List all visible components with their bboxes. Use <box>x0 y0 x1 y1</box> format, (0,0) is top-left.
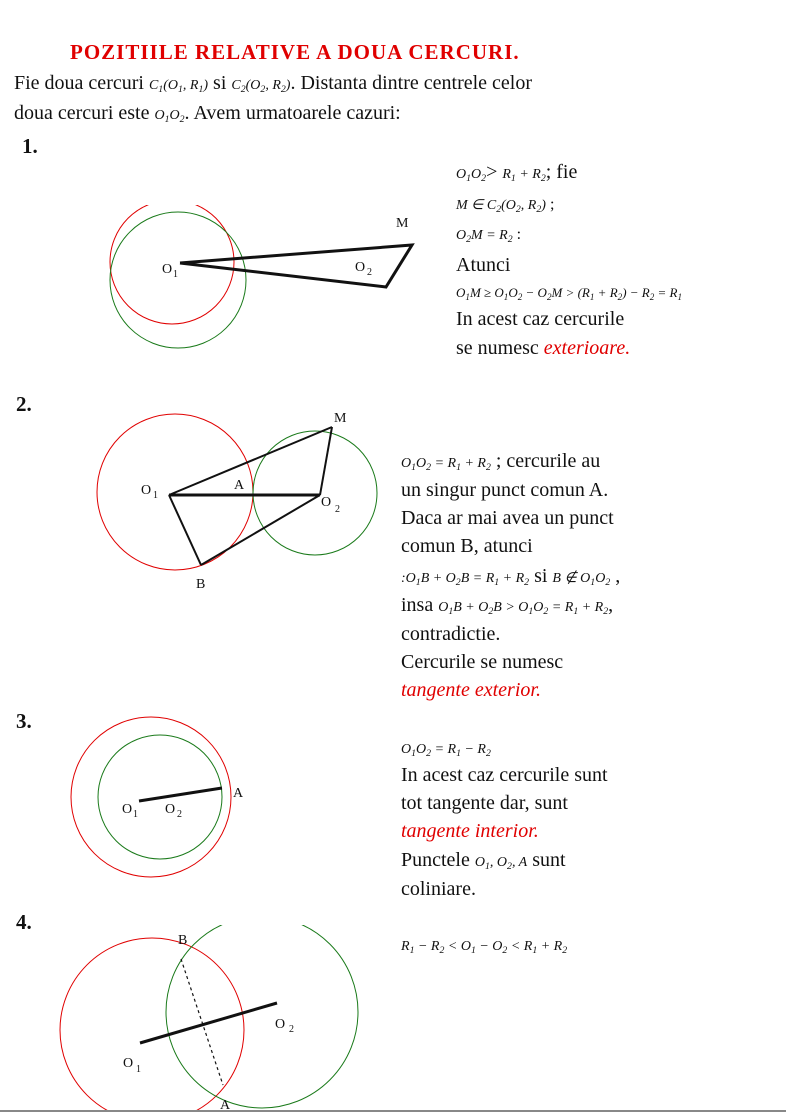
case-1-line-6: In acest caz cercurile <box>456 308 625 330</box>
circle-c2: $C_2(O_2$, $R_2$) <box>231 78 291 95</box>
segment-m-o2 <box>320 427 332 495</box>
intro-text-1a: Fie doua cercuri <box>14 72 144 94</box>
case-1-line-4: Atunci <box>456 254 511 276</box>
label-o1: O <box>122 802 133 817</box>
label-o1: O <box>141 483 152 498</box>
segment-o1-o2 <box>140 1003 277 1043</box>
label-m: M <box>396 216 409 231</box>
case-2-line-7: contradictie. <box>401 623 501 645</box>
label-b: B <box>178 933 188 948</box>
intro-line-1 <box>14 72 532 95</box>
segment-o1-b <box>169 495 201 565</box>
case-2-line-6: insa $O_1B + O_2B > O_1O_2 = R_1 + R_2$, <box>401 594 614 617</box>
circle-2-green <box>253 431 377 555</box>
intro-line-2 <box>14 102 401 125</box>
label-a: A <box>233 786 244 801</box>
case-1-number: 1. <box>22 134 38 158</box>
label-a: A <box>234 478 245 493</box>
term-exterioare: exterioare. <box>543 337 631 359</box>
circle-2-green <box>110 212 246 348</box>
case-3-line-6: coliniare. <box>401 878 476 900</box>
intro-text-2a: doua cercuri este <box>14 102 150 124</box>
case-2-line-1: $O_1O_2 = R_1 + R_2$ ; cercurile au <box>401 450 601 473</box>
label-o1: O <box>123 1056 134 1071</box>
case-3-line-1: $O_1O_2 = R_1 - R_2$ <box>401 742 491 759</box>
intro-text-1b: . Distanta dintre centrele celor <box>290 72 533 94</box>
label-m: M <box>334 411 347 426</box>
label-o2: O <box>165 802 176 817</box>
label-o1: O <box>162 262 173 277</box>
case-1-diagram <box>100 205 440 365</box>
label-o2: O <box>321 495 332 510</box>
intro-text-2b: . Avem urmatoarele cazuri: <box>184 102 401 124</box>
case-2-line-8: Cercurile se numesc <box>401 651 564 673</box>
case-4-line-1: $R_1 - R_2 < O_1 - O_2 < R_1 + R_2$ <box>401 939 568 956</box>
case-1-line-2: M ∈ $C_2(O_2$, $R_2$) ; <box>456 196 555 215</box>
svg-text:1: 1 <box>133 809 138 820</box>
case-3-diagram <box>65 712 265 892</box>
label-b: B <box>196 577 206 592</box>
page-title: POZITIILE RELATIVE A DOUA CERCURI. <box>70 40 520 64</box>
term-tangente-interior: tangente interior. <box>401 820 539 842</box>
segment-o1-m <box>169 427 332 495</box>
case-1-line-5: $O_1M \ge O_1O_2 - O_2M > (R_1 + R_2) - R_2 = R_1$ <box>456 285 683 302</box>
case-3-line-5: Punctele $O_1$, $O_2$, A sunt <box>401 849 566 872</box>
case-2-line-2: un singur punct comun A. <box>401 479 609 501</box>
circle-2-green <box>166 925 358 1108</box>
triangle-o1-m-o2 <box>180 245 412 287</box>
case-1-line-7: se numesc exterioare. <box>456 337 631 359</box>
svg-text:2: 2 <box>367 267 372 278</box>
case-1-line-3: $O_2M = R_2$ : <box>456 226 522 245</box>
case-4-number: 4. <box>16 910 32 934</box>
svg-text:1: 1 <box>136 1064 141 1075</box>
case-3-line-3: tot tangente dar, sunt <box>401 792 568 814</box>
svg-text:2: 2 <box>177 809 182 820</box>
label-o2: O <box>275 1017 286 1032</box>
segment-o1-a <box>139 788 222 801</box>
case-2-number: 2. <box>16 392 32 416</box>
case-3-line-2: In acest caz cercurile sunt <box>401 764 608 786</box>
svg-text:2: 2 <box>289 1024 294 1035</box>
case-4-diagram <box>50 925 370 1110</box>
label-o2: O <box>355 260 366 275</box>
svg-text:2: 2 <box>335 504 340 515</box>
case-2-diagram <box>95 400 395 600</box>
case-2-line-3: Daca ar mai avea un punct <box>401 507 614 529</box>
page-bottom-rule <box>0 1110 786 1112</box>
case-2-line-4: comun B, atunci <box>401 535 533 557</box>
segment-o1o2: $O_1O_2$ <box>154 108 185 125</box>
label-a: A <box>220 1098 231 1110</box>
circle-1-red <box>71 717 231 877</box>
svg-text:1: 1 <box>153 490 158 501</box>
case-1-line-1: $O_1O_2> R_1 + R_2$; fie <box>456 161 578 184</box>
svg-text:1: 1 <box>173 269 178 280</box>
case-2-line-5: $:O_1B + O_2B = R_1 + R_2$ si B ∉ $O_1O_2$ , <box>401 565 621 588</box>
case-3-number: 3. <box>16 709 32 733</box>
circle-1-red <box>60 938 244 1110</box>
segment-b-o2 <box>201 495 320 565</box>
term-tangente-exterior: tangente exterior. <box>401 679 541 701</box>
intro-si: si <box>213 72 227 94</box>
circle-c1: $C_1(O_1$, $R_1$) <box>148 78 209 95</box>
